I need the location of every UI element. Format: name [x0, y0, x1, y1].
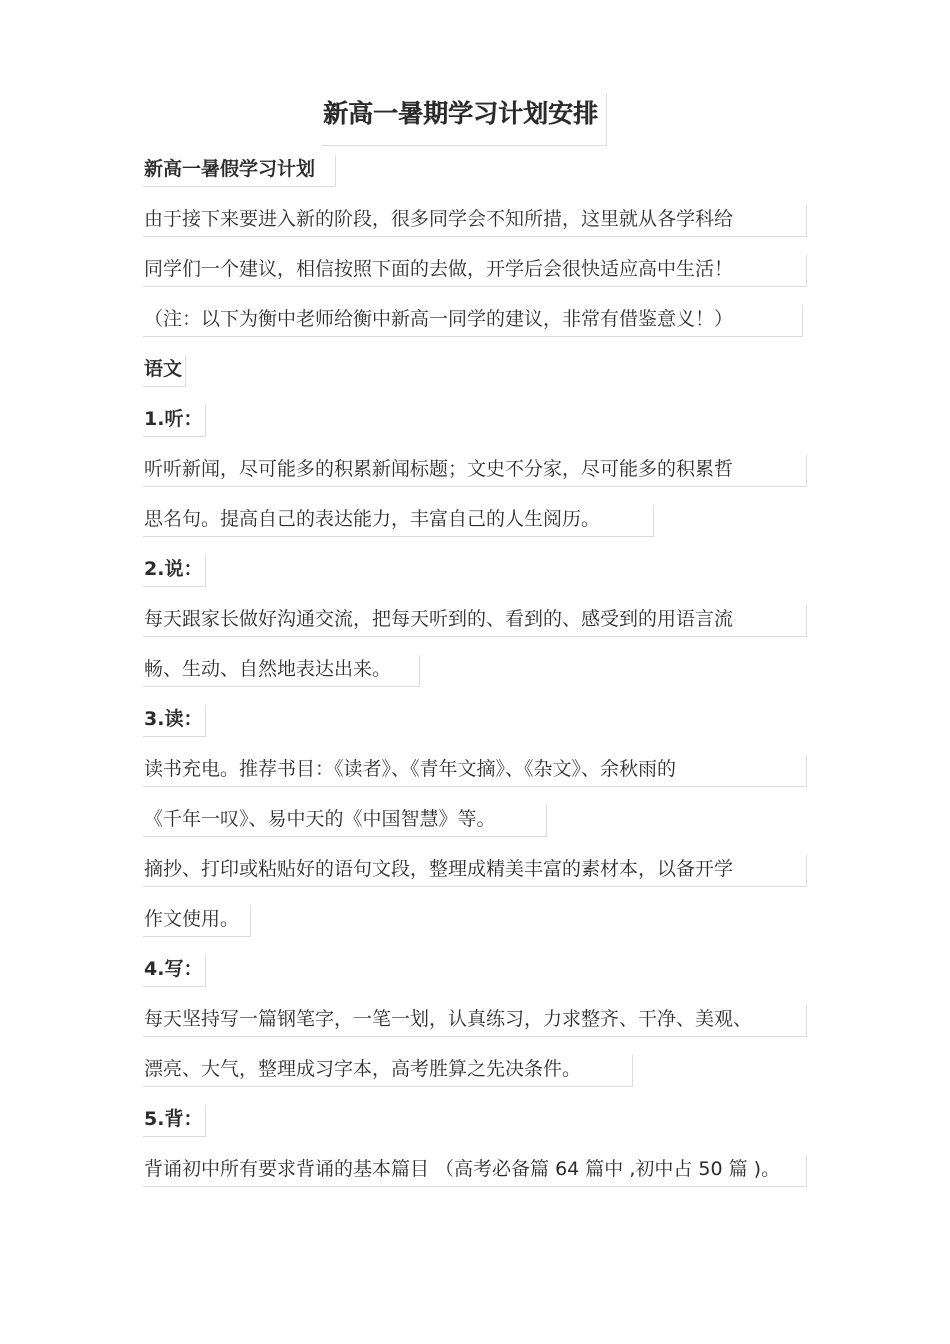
section-line: 漂亮、大气，整理成习字本，高考胜算之先决条件。 — [143, 1055, 633, 1087]
section-line: 每天坚持写一篇钢笔字，一笔一划，认真练习，力求整齐、干净、美观、 — [143, 1005, 807, 1037]
section-line: 作文使用。 — [143, 905, 251, 937]
section-line: 摘抄、打印或粘贴好的语句文段，整理成精美丰富的素材本，以备开学 — [143, 855, 807, 887]
document-title: 新高一暑期学习计划安排 — [322, 94, 607, 146]
subject-heading: 语文 — [143, 355, 186, 387]
section-heading-recite: 5.背： — [143, 1105, 206, 1137]
section-heading-speak: 2.说： — [143, 555, 206, 587]
intro-line-3: （注：以下为衡中老师给衡中新高一同学的建议，非常有借鉴意义！） — [143, 305, 803, 337]
section-heading-write: 4.写： — [143, 955, 206, 987]
section-line: 背诵初中所有要求背诵的基本篇目 （高考必备篇 64 篇中 ,初中占 50 篇 )。 — [143, 1155, 807, 1187]
section-heading-read: 3.读： — [143, 705, 206, 737]
intro-line-2: 同学们一个建议，相信按照下面的去做，开学后会很快适应高中生活！ — [143, 255, 807, 287]
section-line: 畅、生动、自然地表达出来。 — [143, 655, 420, 687]
section-line: 思名句。提高自己的表达能力，丰富自己的人生阅历。 — [143, 505, 654, 537]
subtitle: 新高一暑假学习计划 — [143, 155, 336, 187]
section-heading-listen: 1.听： — [143, 405, 206, 437]
section-line: 听听新闻，尽可能多的积累新闻标题；文史不分家，尽可能多的积累哲 — [143, 455, 807, 487]
section-line: 读书充电。推荐书目：《读者》、《青年文摘》、《杂文》、余秋雨的 — [143, 755, 807, 787]
section-line: 《千年一叹》、易中天的《中国智慧》等。 — [143, 805, 547, 837]
section-line: 每天跟家长做好沟通交流，把每天听到的、看到的、感受到的用语言流 — [143, 605, 807, 637]
intro-line-1: 由于接下来要进入新的阶段，很多同学会不知所措，这里就从各学科给 — [143, 205, 807, 237]
